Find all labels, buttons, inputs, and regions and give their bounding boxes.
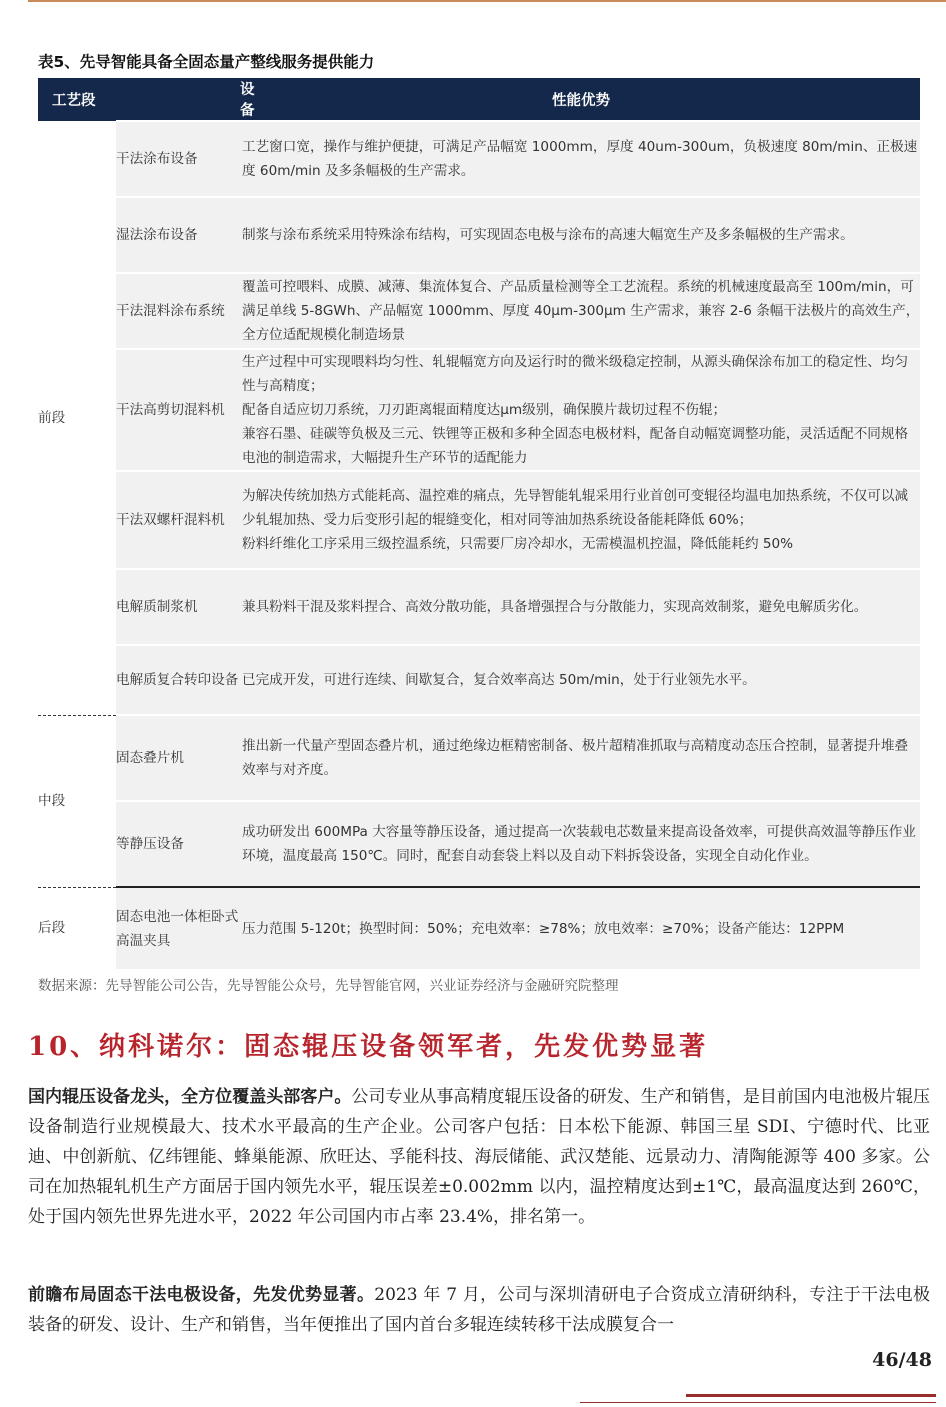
table-row: [38, 273, 920, 349]
table-row: [38, 121, 920, 197]
stage-back: 后段: [38, 887, 116, 969]
header-performance: 性能优势: [242, 78, 920, 121]
table-row: [38, 471, 920, 569]
paragraph-1: [28, 1082, 930, 1232]
equipment-cell: 电解质复合转印设备: [116, 645, 242, 715]
header-stage: 工艺段: [38, 78, 116, 121]
table-row: [38, 887, 920, 969]
paragraph-2-lead: 前瞻布局固态干法电极设备，先发优势显著。: [28, 1285, 375, 1305]
table-row: [38, 349, 920, 471]
table-row: [38, 569, 920, 645]
spec-table-container: [38, 78, 920, 969]
source-note: 数据来源：先导智能公司公告，先导智能公众号，先导智能官网，兴业证券经济与金融研究院整理: [38, 978, 619, 994]
table-row: [38, 715, 920, 801]
equipment-cell: 干法混料涂布系统: [116, 273, 242, 349]
header-equipment: 设备: [116, 78, 242, 121]
equipment-cell: 固态电池一体柜卧式高温夹具: [116, 887, 242, 969]
equipment-cell: 干法涂布设备: [116, 121, 242, 197]
paragraph-2: [28, 1280, 930, 1340]
paragraph-1-lead: 国内辊压设备龙头，全方位覆盖头部客户。: [28, 1087, 352, 1107]
equipment-cell: 固态叠片机: [116, 715, 242, 801]
equipment-cell: 干法双螺杆混料机: [116, 471, 242, 569]
performance-cell: 已完成开发，可进行连续、间歇复合，复合效率高达 50m/min，处于行业领先水平。: [242, 645, 920, 715]
paragraph-2-body: 2023 年 7 月，公司与深圳清研电子合资成立清研纳科，专注于干法电极装备的研发、设计、生产和销售，当年便推出了国内首台多辊连续转移干法成膜复合一: [28, 1285, 930, 1335]
table-row: [38, 645, 920, 715]
performance-cell: 覆盖可控喂料、成膜、减薄、集流体复合、产品质量检测等全工艺流程。系统的机械速度最高至 100m/min，可满足单线 5-8GWh、产品幅宽 1000mm、厚度 40μm-300μm 生产需求，兼容 2-6 条幅干法极片的高效生产，全方位适配规模化制造场景: [242, 273, 920, 349]
paragraph-1-body: 公司专业从事高精度辊压设备的研发、生产和销售，是目前国内电池极片辊压设备制造行业规模最大、技术水平最高的生产企业。公司客户包括：日本松下能源、韩国三星 SDI、宁德时代、比亚迪、中创新航、亿纬锂能、蜂巢能源、欣旺达、孚能科技、海辰储能、武汉楚能、远景动力、清陶能源等 400 多家。公司在加热辊轧机生产方面居于国内领先水平，辊压误差±0.002mm 以内，温控精度达到±1℃，最高温度达到 260℃，处于国内领先世界先进水平，2022 年公司国内市占率 23.4%，排名第一。: [28, 1087, 931, 1227]
section-title: 10、纳科诺尔：固态辊压设备领军者，先发优势显著: [28, 1032, 709, 1062]
performance-cell: 生产过程中可实现喂料均匀性、轧辊幅宽方向及运行时的微米级稳定控制，从源头确保涂布加工的稳定性、均匀性与高精度； 配备自适应切刀系统，刀刃距离辊面精度达μm级别，确保膜片裁切过程不伤辊； 兼容石墨、硅碳等负极及三元、铁锂等正极和多种全固态电极材料，配备自动幅宽调整功能，灵活适配不同规格电池的制造需求，大幅提升生产环节的适配能力: [242, 349, 920, 471]
spec-table: [38, 78, 920, 969]
performance-cell: 压力范围 5-120t；换型时间：50%；充电效率：≥78%；放电效率：≥70%；设备产能达：12PPM: [242, 887, 920, 969]
footer-rule-thin: [580, 1402, 936, 1403]
equipment-cell: 电解质制浆机: [116, 569, 242, 645]
equipment-cell: 湿法涂布设备: [116, 197, 242, 273]
performance-cell: 兼具粉料干混及浆料捏合、高效分散功能，具备增强捏合与分散能力，实现高效制浆，避免电解质劣化。: [242, 569, 920, 645]
footer-rule: [686, 1394, 936, 1397]
stage-middle: 中段: [38, 715, 116, 887]
performance-cell: 成功研发出 600MPa 大容量等静压设备，通过提高一次装载电芯数量来提高设备效率，可提供高效温等静压作业环境，温度最高 150℃。同时，配套自动套袋上料以及自动下料拆袋设备，实现全自动化作业。: [242, 801, 920, 887]
page-number: 46/48: [872, 1349, 932, 1371]
stage-front: 前段: [38, 121, 116, 715]
performance-cell: 推出新一代量产型固态叠片机，通过绝缘边框精密制备、极片超精准抓取与高精度动态压合控制，显著提升堆叠效率与对齐度。: [242, 715, 920, 801]
performance-cell: 制浆与涂布系统采用特殊涂布结构，可实现固态电极与涂布的高速大幅宽生产及多条幅极的生产需求。: [242, 197, 920, 273]
table-row: [38, 801, 920, 887]
top-rule: [28, 0, 946, 2]
equipment-cell: 干法高剪切混料机: [116, 349, 242, 471]
table-row: [38, 197, 920, 273]
performance-cell: 为解决传统加热方式能耗高、温控难的痛点，先导智能轧辊采用行业首创可变辊径均温电加热系统，不仅可以减少轧辊加热、受力后变形引起的辊缝变化，相对同等油加热系统设备能耗降低 60%； 粉料纤维化工序采用三级控温系统，只需要厂房冷却水，无需模温机控温，降低能耗约 50%: [242, 471, 920, 569]
table-title: 表5、先导智能具备全固态量产整线服务提供能力: [38, 53, 375, 71]
performance-cell: 工艺窗口宽，操作与维护便捷，可满足产品幅宽 1000mm，厚度 40um-300um，负极速度 80m/min、正极速度 60m/min 及多条幅极的生产需求。: [242, 121, 920, 197]
equipment-cell: 等静压设备: [116, 801, 242, 887]
